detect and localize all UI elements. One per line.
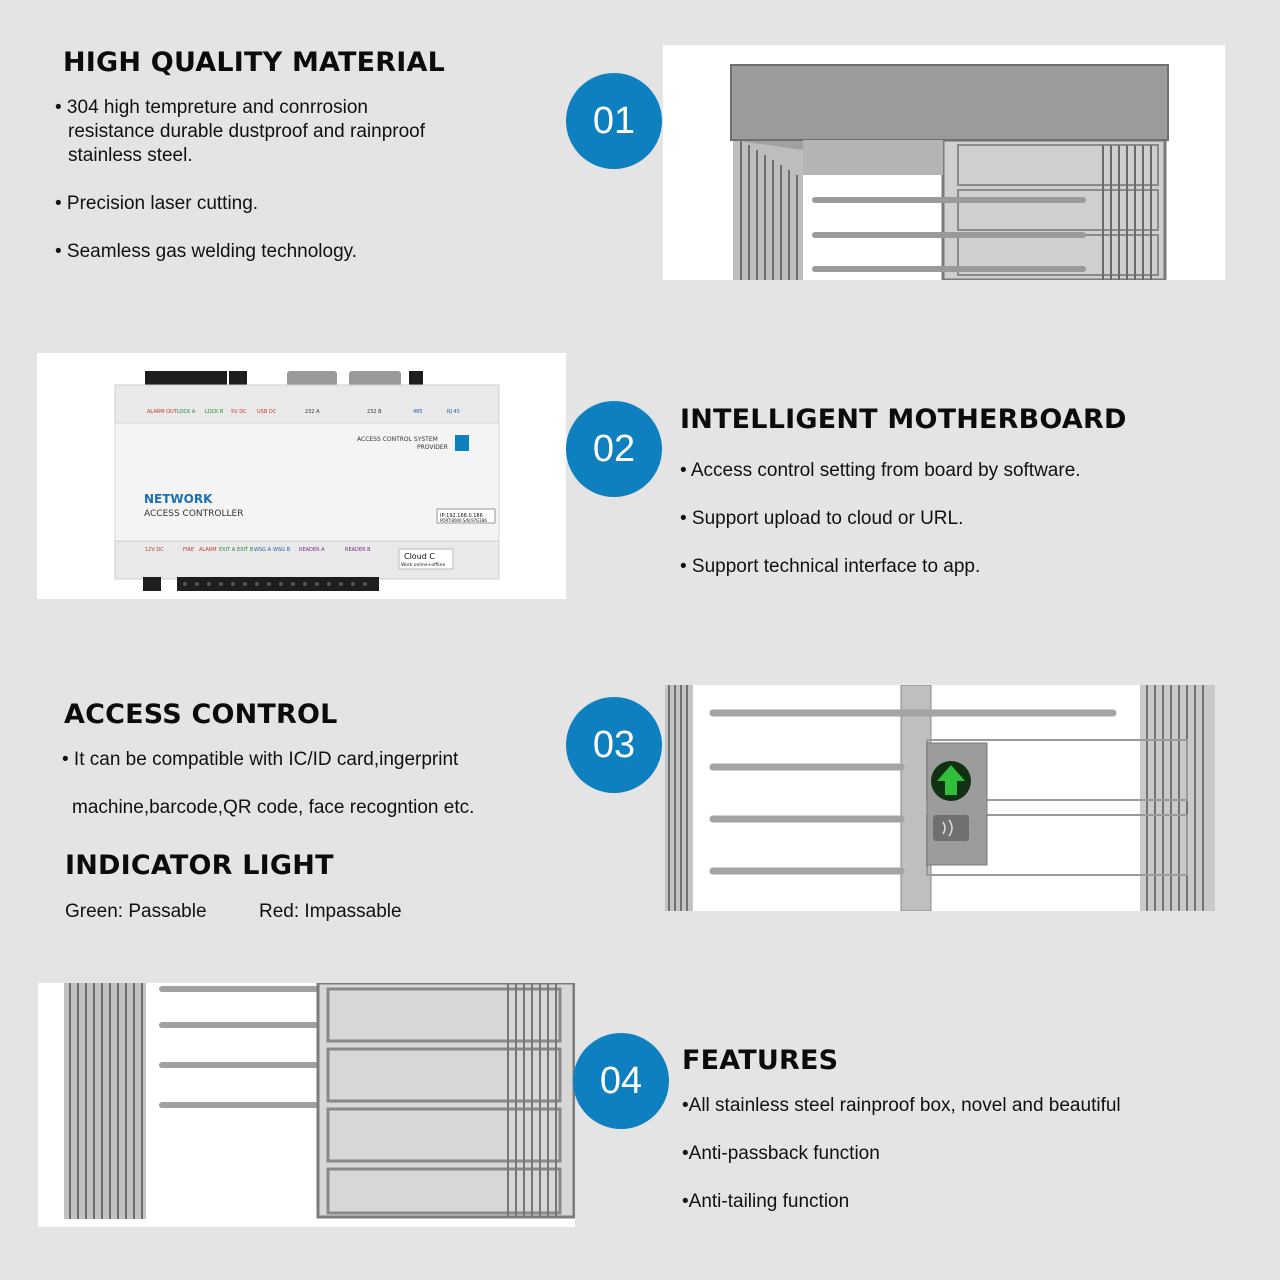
section1-heading: HIGH QUALITY MATERIAL: [63, 47, 446, 78]
label-alarm-out: ALARM OUT: [147, 409, 177, 415]
section1-bullet-1-cont2: stainless steel.: [68, 145, 193, 166]
section3-bullet-1-cont: machine,barcode,QR code, face recogntion etc.: [72, 797, 475, 818]
label-alarm: ALARM: [199, 547, 217, 553]
section1-bullet-1: • 304 high tempreture and conrrosion: [55, 97, 368, 118]
label-usb-dc: USB DC: [257, 409, 277, 415]
green-passable-label: Green: Passable: [65, 901, 207, 922]
section1-bullet-2: • Precision laser cutting.: [55, 193, 259, 214]
step-number-01: 01: [566, 73, 662, 169]
section4-bullet-3: •Anti-tailing function: [682, 1191, 850, 1212]
access-controller-board-image: [37, 353, 566, 599]
label-12v-dc: 12V DC: [145, 547, 164, 553]
board-cloud: Cloud C: [404, 552, 435, 561]
label-232b: 232 B: [367, 409, 382, 415]
board-brand-line1: ACCESS CONTROL SYSTEM: [357, 436, 438, 443]
section2-bullet-1: • Access control setting from board by software.: [680, 460, 1081, 481]
board-logo-square: [455, 435, 469, 451]
red-impassable-label: Red: Impassable: [259, 901, 402, 922]
label-reader-b: READER B: [345, 547, 371, 553]
board-title-network: NETWORK: [144, 492, 213, 506]
step-number-04: 04: [573, 1033, 669, 1129]
section1-bullet-1-cont: resistance durable dustproof and rainproof: [68, 121, 426, 142]
label-exit-b: EXIT B: [237, 547, 254, 553]
label-rj45: RJ 45: [447, 409, 460, 415]
label-lock-a: LOCK A: [177, 409, 196, 415]
label-5v-dc: 5V DC: [231, 409, 247, 415]
label-fire: FIRE: [183, 547, 194, 553]
section4-bullet-2: •Anti-passback function: [682, 1143, 880, 1164]
label-reader-a: READER A: [299, 547, 325, 553]
turnstile-roof-image: [663, 45, 1225, 280]
board-title-controller: ACCESS CONTROLLER: [144, 509, 244, 519]
label-exit-a: EXIT A: [219, 547, 236, 553]
label-wsg-b: WSG B: [273, 547, 291, 553]
indicator-light-heading: INDICATOR LIGHT: [65, 850, 334, 881]
step-number-02: 02: [566, 401, 662, 497]
section1-bullet-3: • Seamless gas welding technology.: [55, 241, 358, 262]
card-reader-icon: [933, 815, 969, 841]
section2-bullet-2: • Support upload to cloud or URL.: [680, 508, 964, 529]
section3-bullet-1: • It can be compatible with IC/ID card,ingerprint: [62, 749, 459, 770]
turnstile-cage-image: [38, 983, 575, 1227]
section2-heading: INTELLIGENT MOTHERBOARD: [680, 404, 1127, 435]
label-232a: 232 A: [305, 409, 320, 415]
turnstile-indicator-image: [665, 685, 1215, 911]
section3-heading: ACCESS CONTROL: [64, 699, 338, 730]
section4-heading: FEATURES: [682, 1045, 839, 1076]
board-cloud-sub: Work online+offline: [401, 563, 446, 568]
board-port: PORT:8000 S/N:97G186: [440, 518, 487, 523]
step-number-03: 03: [566, 697, 662, 793]
label-485: 485: [413, 409, 423, 415]
label-wsg-a: WSG A: [254, 547, 272, 553]
board-brand-line2: PROVIDER: [417, 444, 448, 451]
board-ip: IP:192.168.0.186: [440, 513, 483, 519]
section4-bullet-1: •All stainless steel rainproof box, novel and beautiful: [682, 1095, 1121, 1116]
section2-bullet-3: • Support technical interface to app.: [680, 556, 981, 577]
label-lock-b: LOCK B: [205, 409, 224, 415]
